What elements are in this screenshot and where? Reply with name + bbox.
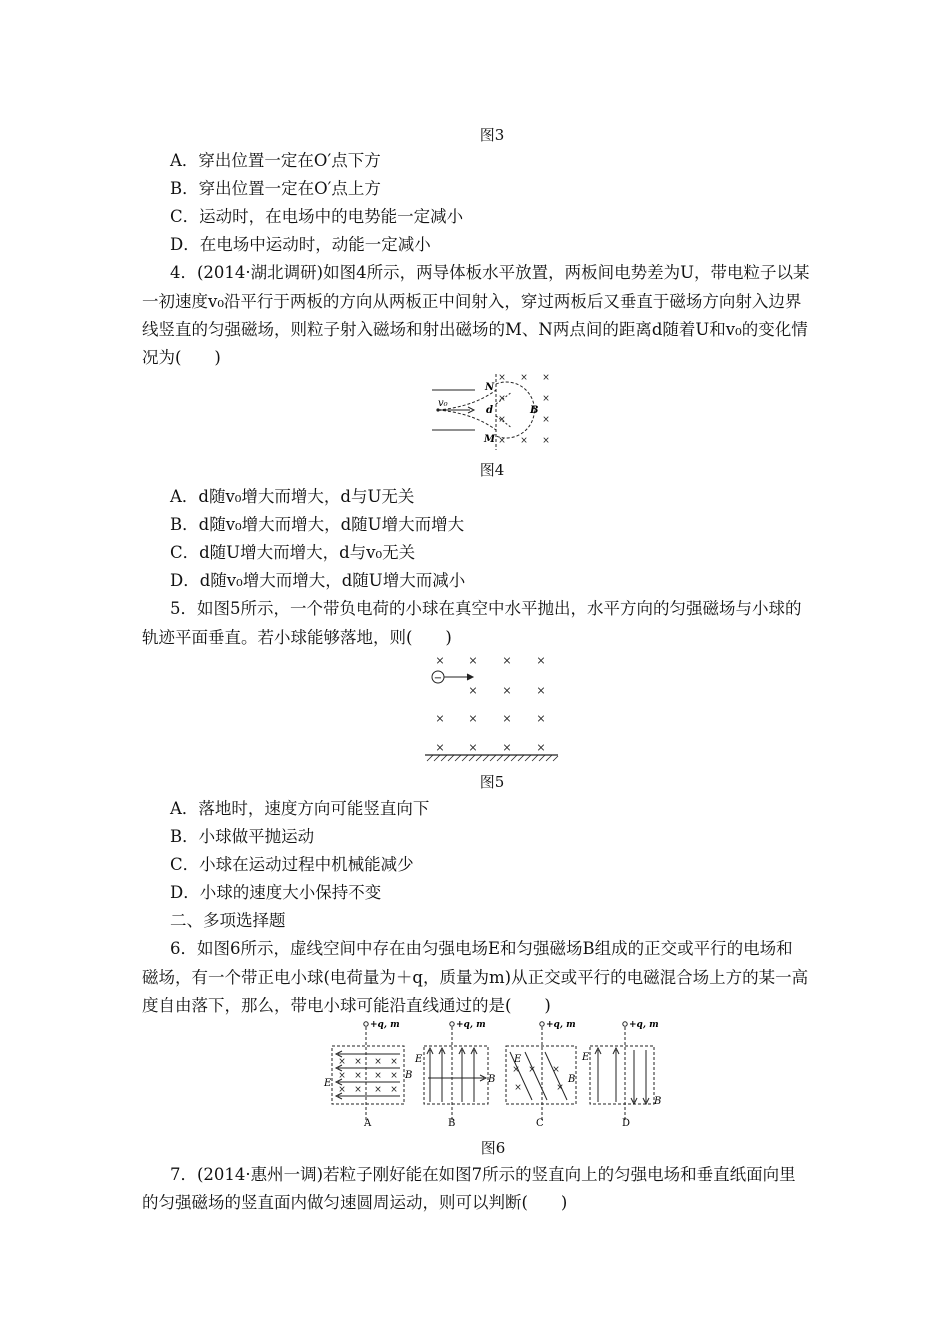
figure-6-panel-b [414,1020,495,1129]
q5-option-a: A．落地时，速度方向可能竖直向下 [170,799,430,818]
svg-text:×: × [502,654,512,667]
figure-4-label-m: M [484,434,496,445]
svg-text:×: × [542,436,550,446]
figure-6-d-b-label: B [654,1096,662,1107]
svg-text:×: × [520,436,528,446]
figure-6-b-e-label: E [415,1054,423,1065]
q3-option-a: A．穿出位置一定在O′点下方 [170,151,381,170]
q4-stem-line-4: 况为( ) [142,348,221,367]
svg-text:×: × [354,1071,362,1081]
svg-text:×: × [556,1083,564,1093]
svg-text:×: × [536,654,546,667]
figure-5-charge-sign: − [433,673,443,684]
q7-stem-line-2: 的匀强磁场的竖直面内做匀速圆周运动，则可以判断( ) [142,1193,568,1212]
svg-text:×: × [390,1057,398,1067]
svg-text:×: × [542,415,550,425]
svg-text:×: × [536,741,546,754]
svg-text:×: × [520,373,528,383]
svg-text:×: × [502,741,512,754]
svg-text:×: × [338,1057,346,1067]
svg-text:×: × [552,1065,560,1075]
figure-4-caption: 图4 [479,461,505,479]
svg-text:×: × [374,1071,382,1081]
svg-text:×: × [435,741,445,754]
q7-stem-line-1: 7．(2014·惠州一调)若粒子刚好能在如图7所示的竖直向上的匀强电场和垂直纸面向里 [170,1165,796,1184]
svg-text:×: × [498,415,506,425]
figure-6-d-e-label: E [582,1052,590,1063]
svg-text:×: × [536,684,546,697]
figure-6-panel-c [506,1020,576,1129]
q3-option-d: D．在电场中运动时，动能一定减小 [170,235,431,254]
figure-6-a-b-label: B [405,1070,413,1081]
svg-text:×: × [542,394,550,404]
svg-text:×: × [512,1065,520,1075]
figure-4-label-d: d [486,405,493,416]
figure-6-panel-b-label: B [448,1118,456,1129]
svg-text:×: × [338,1071,346,1081]
figure-6-d-ball-label: +q, m [629,1020,659,1030]
figure-6-panel-d-label: D [622,1118,631,1129]
svg-text:×: × [435,654,445,667]
svg-text:×: × [498,436,506,446]
svg-text:×: × [354,1085,362,1095]
svg-text:×: × [354,1057,362,1067]
q5-option-d: D．小球的速度大小保持不变 [170,883,382,902]
svg-text:×: × [502,684,512,697]
q4-stem-line-3: 线竖直的匀强磁场，则粒子射入磁场和射出磁场的M、N两点间的距离d随着U和v₀的变化情 [142,320,808,339]
figure-6-panel-d [581,1020,661,1129]
svg-text:×: × [374,1085,382,1095]
figure-6-b-b-label: B [488,1074,496,1085]
svg-text:×: × [390,1071,398,1081]
svg-text:×: × [498,373,506,383]
figure-6-caption: 图6 [480,1139,506,1157]
figure-6-c-b-label: B [568,1074,576,1085]
svg-text:×: × [498,394,506,404]
svg-text:×: × [338,1085,346,1095]
figure-6-panel-c-label: C [536,1118,544,1129]
q6-stem-line-3: 度自由落下，那么，带电小球可能沿直线通过的是( ) [142,996,551,1015]
q4-stem-line-2: 一初速度v₀沿平行于两板的方向从两板正中间射入，穿过两板后又垂直于磁场方向射入边界 [142,292,802,311]
q5-option-b: B．小球做平抛运动 [170,827,315,846]
q4-option-c: C．d随U增大而增大，d与v₀无关 [170,543,416,562]
svg-text:×: × [514,1083,522,1093]
svg-text:×: × [542,373,550,383]
q4-option-b: B．d随v₀增大而增大，d随U增大而增大 [170,515,465,534]
q5-stem-line-1: 5．如图5所示，一个带负电荷的小球在真空中水平抛出，水平方向的匀强磁场与小球的 [170,599,802,618]
q3-option-c: C．运动时，在电场中的电势能一定减小 [170,207,464,226]
figure-4-label-b: B [530,405,539,416]
figure-6-c-ball-label: +q, m [546,1020,576,1030]
q4-stem-line-1: 4．(2014·湖北调研)如图4所示，两导体板水平放置，两板间电势差为U，带电粒子以某 [170,263,810,282]
svg-text:×: × [468,741,478,754]
figure-6-b-ball-label: +q, m [456,1020,486,1030]
q6-stem-line-1: 6．如图6所示，虚线空间中存在由匀强电场E和匀强磁场B组成的正交或平行的电场和 [170,939,793,958]
q5-stem-line-2: 轨迹平面垂直。若小球能够落地，则( ) [142,628,452,647]
figure-3-caption: 图3 [479,126,505,144]
svg-text:×: × [528,1065,536,1075]
svg-text:×: × [468,654,478,667]
svg-text:×: × [536,712,546,725]
section-title-multiple-choice: 二、多项选择题 [170,911,286,930]
svg-text:×: × [390,1085,398,1095]
figure-4-diagram [430,370,560,454]
q4-option-d: D．d随v₀增大而增大，d随U增大而减小 [170,571,466,590]
figure-4-label-v0: v₀ [438,398,448,409]
svg-text:×: × [468,712,478,725]
figure-5-diagram [425,652,560,764]
svg-text:×: × [502,712,512,725]
figure-6-a-ball-label: +q, m [370,1020,400,1030]
figure-6-panel-a-label: A [364,1118,372,1129]
svg-text:×: × [435,712,445,725]
figure-6-a-e-label: E [324,1078,332,1089]
figure-6-diagram [320,1020,670,1132]
q6-stem-line-2: 磁场，有一个带正电小球(电荷量为＋q，质量为m)从正交或平行的电磁混合场上方的某一高 [142,968,809,987]
figure-5-caption: 图5 [479,773,505,791]
figure-6-panel-a [323,1020,412,1129]
figure-6-c-e-label: E [514,1054,522,1065]
svg-text:×: × [374,1057,382,1067]
q5-option-c: C．小球在运动过程中机械能减少 [170,855,414,874]
svg-text:×: × [468,684,478,697]
q4-option-a: A．d随v₀增大而增大，d与U无关 [170,487,415,506]
q3-option-b: B．穿出位置一定在O′点上方 [170,179,381,198]
figure-4-label-n: N [485,382,495,393]
